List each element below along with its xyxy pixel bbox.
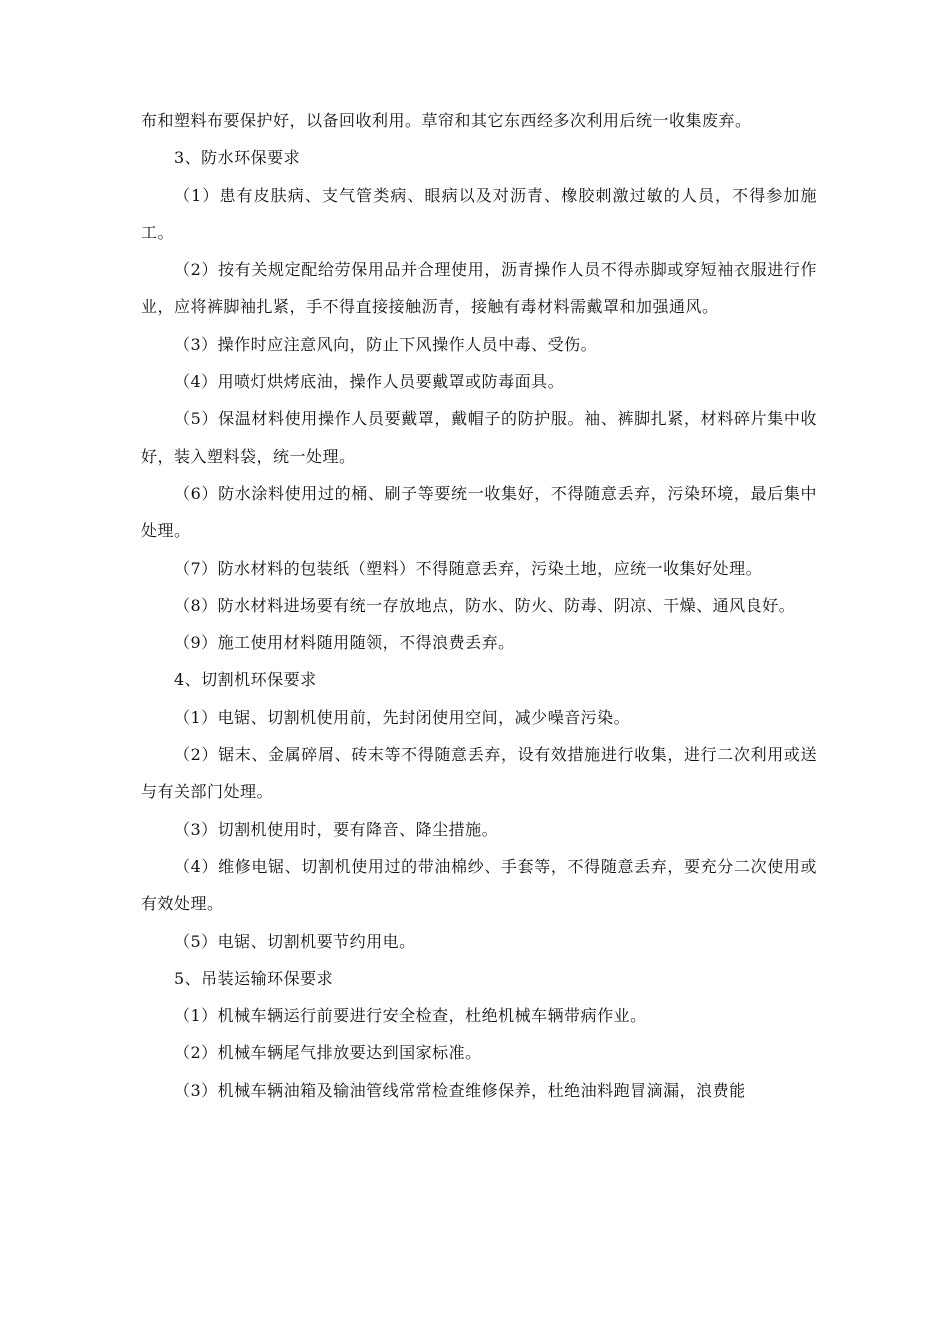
list-item: （3）切割机使用时，要有降音、降尘措施。 — [174, 819, 499, 839]
list-item: （2）锯末、金属碎屑、砖末等不得随意丢弃，设有效措施进行收集，进行二次利用或送与有关部门处理。 — [141, 745, 817, 802]
list-item: （6）防水涂料使用过的桶、刷子等要统一收集好，不得随意丢弃，污染环境，最后集中处理。 — [141, 483, 817, 541]
list-item: （9）施工使用材料随用随领，不得浪费丢弃。 — [174, 633, 515, 653]
list-item: （4）用喷灯烘烤底油，操作人员要戴罩或防毒面具。 — [174, 372, 565, 392]
list-item: （1）机械车辆运行前要进行安全检查，杜绝机械车辆带病作业。 — [174, 1006, 647, 1026]
list-item: （1）患有皮肤病、支气管类病、眼病以及对沥青、橡胶刺激过敏的人员，不得参加施工。 — [141, 185, 817, 242]
list-item: （1）电锯、切割机使用前，先封闭使用空间，减少噪音污染。 — [174, 707, 631, 727]
list-item: （8）防水材料进场要有统一存放地点，防水、防火、防毒、阴凉、干燥、通风良好。 — [174, 595, 796, 615]
list-item: （2）按有关规定配给劳保用品并合理使用，沥青操作人员不得赤脚或穿短袖衣服进行作业，应将裤脚袖扎紧，手不得直接接触沥青，接触有毒材料需戴罩和加强通风。 — [141, 260, 817, 317]
list-item: （2）机械车辆尾气排放要达到国家标准。 — [174, 1043, 482, 1063]
list-item: （4）维修电锯、切割机使用过的带油棉纱、手套等，不得随意丢弃，要充分二次使用或有效处理。 — [141, 856, 817, 914]
list-item: （5）电锯、切割机要节约用电。 — [174, 931, 416, 951]
section-heading-3: 3、防水环保要求 — [174, 148, 301, 168]
section-heading-5: 5、吊装运输环保要求 — [174, 968, 334, 988]
section-heading-4: 4、切割机环保要求 — [174, 670, 317, 690]
list-item: （3）机械车辆油箱及输油管线常常检查维修保养，杜绝油料跑冒滴漏，浪费能 — [174, 1080, 746, 1100]
list-item: （3）操作时应注意风向，防止下风操作人员中毒、受伤。 — [174, 334, 598, 354]
paragraph-continuation: 布和塑料布要保护好，以备回收利用。草帘和其它东西经多次利用后统一收集废弃。 — [141, 111, 752, 130]
list-item: （5）保温材料使用操作人员要戴罩，戴帽子的防护服。袖、裤脚扎紧，材料碎片集中收好，装入塑料袋，统一处理。 — [141, 409, 817, 466]
document-body — [141, 102, 817, 1109]
list-item: （7）防水材料的包装纸（塑料）不得随意丢弃，污染土地，应统一收集好处理。 — [174, 558, 763, 578]
